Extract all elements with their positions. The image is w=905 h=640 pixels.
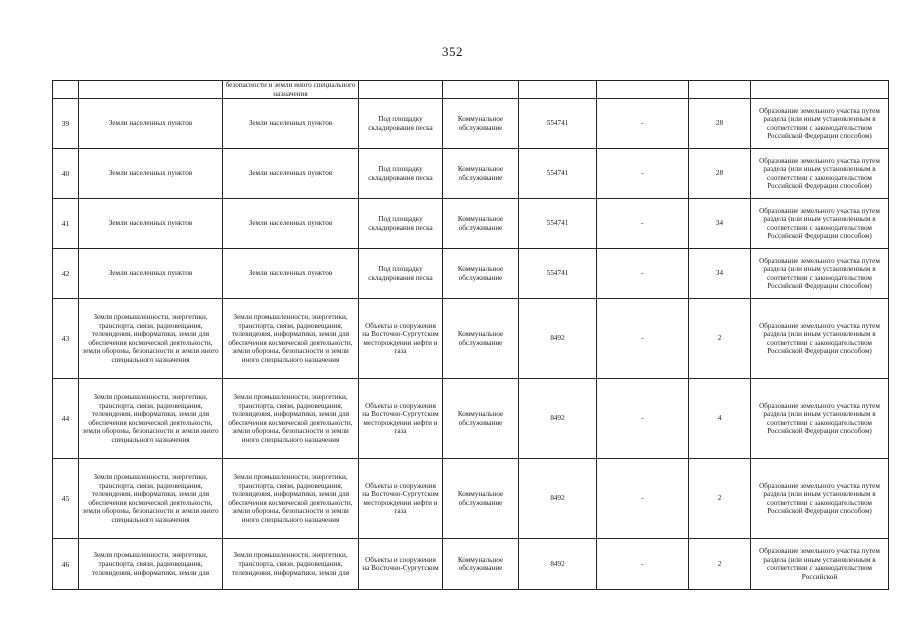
cell-dash: - [597, 249, 689, 299]
cell-code: 8492 [519, 539, 597, 590]
cell-code: 8492 [519, 379, 597, 459]
cell-purpose: Объекты и сооружения на Восточно-Сургутском месторождении нефти и газа [359, 299, 443, 379]
cell-num [53, 81, 79, 99]
table-row [53, 299, 889, 379]
table-row [53, 539, 889, 590]
cell-num: 40 [53, 149, 79, 199]
cell-area: 34 [689, 199, 751, 249]
cell-use-type: безопасности и земли иного специального назначения [223, 81, 359, 99]
cell-service: Коммунальное обслуживание [443, 249, 519, 299]
cell-dash: - [597, 299, 689, 379]
cell-method: Образование земельного участка путем раздела (или иным установленным в соответствии с законодательством Российской Федерации способом) [751, 199, 889, 249]
table-row [53, 379, 889, 459]
cell-purpose: Объекты и сооружения на Восточно-Сургутском месторождении нефти и газа [359, 379, 443, 459]
cell-service: Коммунальное обслуживание [443, 459, 519, 539]
cell-code: 554741 [519, 149, 597, 199]
cell-area: 2 [689, 299, 751, 379]
cell-area: 34 [689, 249, 751, 299]
cell-category: Земли промышленности, энергетики, транспорта, связи, радиовещания, телевидения, информатики, земли для обеспечения космической деятельности, земли обороны, безопасности и земли иного специального назначения [79, 459, 223, 539]
cell-category: Земли населенных пунктов [79, 249, 223, 299]
cell-dash: - [597, 539, 689, 590]
table-row-continuation [53, 81, 889, 99]
cell-method: Образование земельного участка путем раздела (или иным установленным в соответствии с законодательством Российской Федерации способом) [751, 99, 889, 149]
cell-use-type: Земли промышленности, энергетики, транспорта, связи, радиовещания, телевидения, информатики, земли для обеспечения космической деятельности, земли обороны, безопасности и земли иного специального назначения [223, 379, 359, 459]
cell-method: Образование земельного участка путем раздела (или иным установленным в соответствии с законодательством Российской Федерации способом) [751, 459, 889, 539]
page-number: 352 [442, 44, 463, 59]
cell-method: Образование земельного участка путем раздела (или иным установленным в соответствии с законодательством Российской Федерации способом) [751, 249, 889, 299]
cell-area: 2 [689, 539, 751, 590]
cell-num: 39 [53, 99, 79, 149]
cell-service: Коммунальное обслуживание [443, 299, 519, 379]
cell-dash: - [597, 379, 689, 459]
cell-category: Земли населенных пунктов [79, 149, 223, 199]
cell-num: 43 [53, 299, 79, 379]
table-row [53, 249, 889, 299]
cell-code: 8492 [519, 299, 597, 379]
cell-purpose: Объекты и сооружения на Восточно-Сургутском месторождении нефти и газа [359, 459, 443, 539]
cell-category: Земли населенных пунктов [79, 99, 223, 149]
cell-use-type: Земли населенных пунктов [223, 249, 359, 299]
cell-category: Земли промышленности, энергетики, транспорта, связи, радиовещания, телевидения, информатики, земли для обеспечения космической деятельности, земли обороны, безопасности и земли иного специального назначения [79, 299, 223, 379]
cell-purpose: Под площадку складирования песка [359, 199, 443, 249]
cell-num: 41 [53, 199, 79, 249]
cell-method: Образование земельного участка путем раздела (или иным установленным в соответствии с законодательством Российской Федерации способом) [751, 299, 889, 379]
cell-service: Коммунальное обслуживание [443, 379, 519, 459]
cell-category: Земли промышленности, энергетики, транспорта, связи, радиовещания, телевидения, информатики, земли для обеспечения космической деятельности, земли обороны, безопасности и земли иного специального назначения [79, 379, 223, 459]
cell-category [79, 81, 223, 99]
table-row [53, 99, 889, 149]
cell-use-type: Земли промышленности, энергетики, транспорта, связи, радиовещания, телевидения, информатики, земли для [223, 539, 359, 590]
cell-use-type: Земли промышленности, энергетики, транспорта, связи, радиовещания, телевидения, информатики, земли для обеспечения космической деятельности, земли обороны, безопасности и земли иного специального назначения [223, 459, 359, 539]
cell-use-type: Земли населенных пунктов [223, 99, 359, 149]
cell-dash: - [597, 99, 689, 149]
cell-num: 46 [53, 539, 79, 590]
cell-service: Коммунальное обслуживание [443, 199, 519, 249]
cell-purpose: Под площадку складирования песка [359, 99, 443, 149]
table-row [53, 199, 889, 249]
cell-category: Земли населенных пунктов [79, 199, 223, 249]
cell-num: 45 [53, 459, 79, 539]
cell-use-type: Земли населенных пунктов [223, 199, 359, 249]
cell-area: 28 [689, 149, 751, 199]
cell-dash: - [597, 459, 689, 539]
cell-method: Образование земельного участка путем раздела (или иным установленным в соответствии с законодательством Российской [751, 539, 889, 590]
cell-dash: - [597, 149, 689, 199]
cell-service: Коммунальное обслуживание [443, 539, 519, 590]
cell-area: 28 [689, 99, 751, 149]
cell-use-type: Земли промышленности, энергетики, транспорта, связи, радиовещания, телевидения, информатики, земли для обеспечения космической деятельности, земли обороны, безопасности и земли иного специального назначения [223, 299, 359, 379]
cell-code: 554741 [519, 99, 597, 149]
cell-dash: - [597, 199, 689, 249]
cell-use-type: Земли населенных пунктов [223, 149, 359, 199]
table-row [53, 149, 889, 199]
cell-method: Образование земельного участка путем раздела (или иным установленным в соответствии с законодательством Российской Федерации способом) [751, 379, 889, 459]
cell-method: Образование земельного участка путем раздела (или иным установленным в соответствии с законодательством Российской Федерации способом) [751, 149, 889, 199]
cell-purpose: Объекты и сооружения на Восточно-Сургутском [359, 539, 443, 590]
land-registry-table [52, 80, 889, 590]
cell-code: 554741 [519, 199, 597, 249]
cell-num: 44 [53, 379, 79, 459]
cell-code: 8492 [519, 459, 597, 539]
cell-purpose: Под площадку складирования песка [359, 149, 443, 199]
cell-category: Земли промышленности, энергетики, транспорта, связи, радиовещания, телевидения, информатики, земли для [79, 539, 223, 590]
cell-code: 554741 [519, 249, 597, 299]
cell-service: Коммунальное обслуживание [443, 149, 519, 199]
cell-service: Коммунальное обслуживание [443, 99, 519, 149]
cell-area: 4 [689, 379, 751, 459]
cell-num: 42 [53, 249, 79, 299]
cell-area: 2 [689, 459, 751, 539]
table-row [53, 459, 889, 539]
cell-purpose: Под площадку складирования песка [359, 249, 443, 299]
